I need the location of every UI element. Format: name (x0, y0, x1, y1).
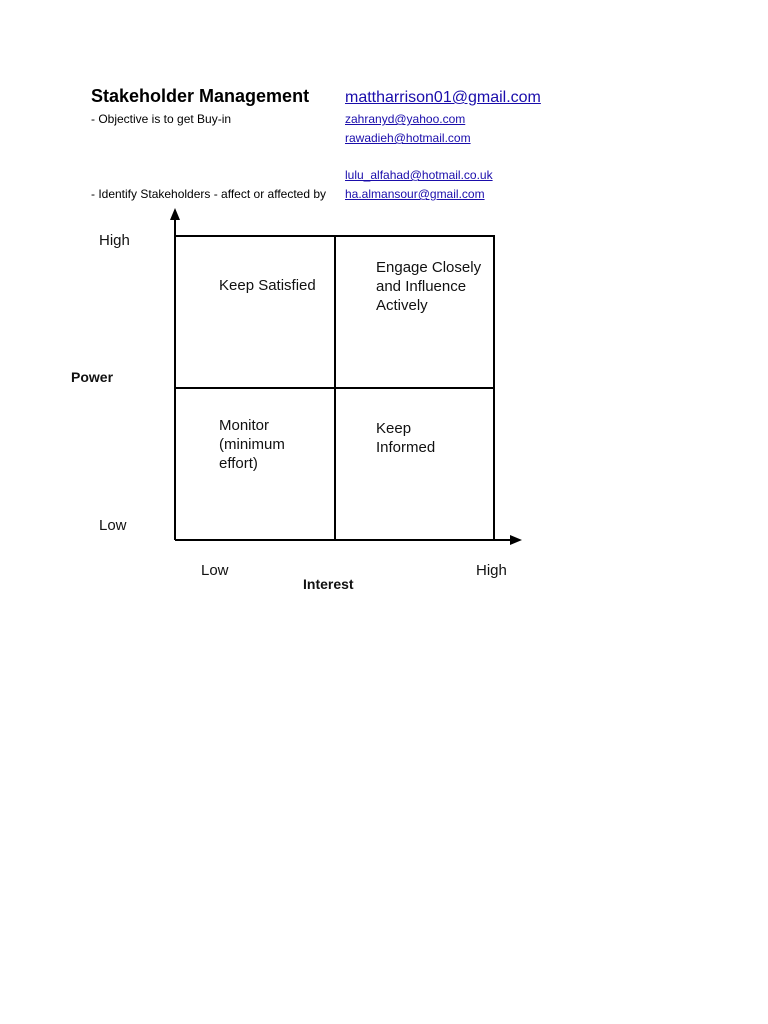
email-link-5[interactable]: ha.almansour@gmail.com (345, 187, 485, 201)
x-axis-high-label: High (476, 562, 507, 579)
bullet-objective: - Objective is to get Buy-in (91, 112, 232, 126)
grid-middle-vertical (334, 235, 336, 540)
y-axis-low-label: Low (99, 517, 127, 534)
x-axis-arrowhead (510, 535, 522, 545)
x-axis-title: Interest (303, 576, 354, 592)
quadrant-keep-informed: Keep Informed (376, 420, 436, 456)
y-axis-high-label: High (99, 232, 130, 249)
email-link-4[interactable]: lulu_alfahad@hotmail.co.uk (345, 168, 493, 182)
y-axis-arrowhead (170, 208, 180, 220)
y-axis-title: Power (71, 369, 114, 385)
x-axis-low-label: Low (201, 562, 229, 579)
email-link-1[interactable]: mattharrison01@gmail.com (345, 89, 541, 106)
page-title: Stakeholder Management (91, 86, 310, 106)
quadrant-keep-satisfied: Keep Satisfied (219, 277, 316, 294)
quadrant-engage-closely: Engage Closely and Influence Actively (376, 259, 482, 314)
email-link-2[interactable]: zahranyd@yahoo.com (345, 112, 466, 126)
grid-right-border (493, 235, 495, 540)
quadrant-monitor: Monitor (minimum effort) (219, 417, 285, 472)
email-link-3[interactable]: rawadieh@hotmail.com (345, 131, 471, 145)
bullet-identify-stakeholders: - Identify Stakeholders - affect or affected by (91, 187, 327, 201)
